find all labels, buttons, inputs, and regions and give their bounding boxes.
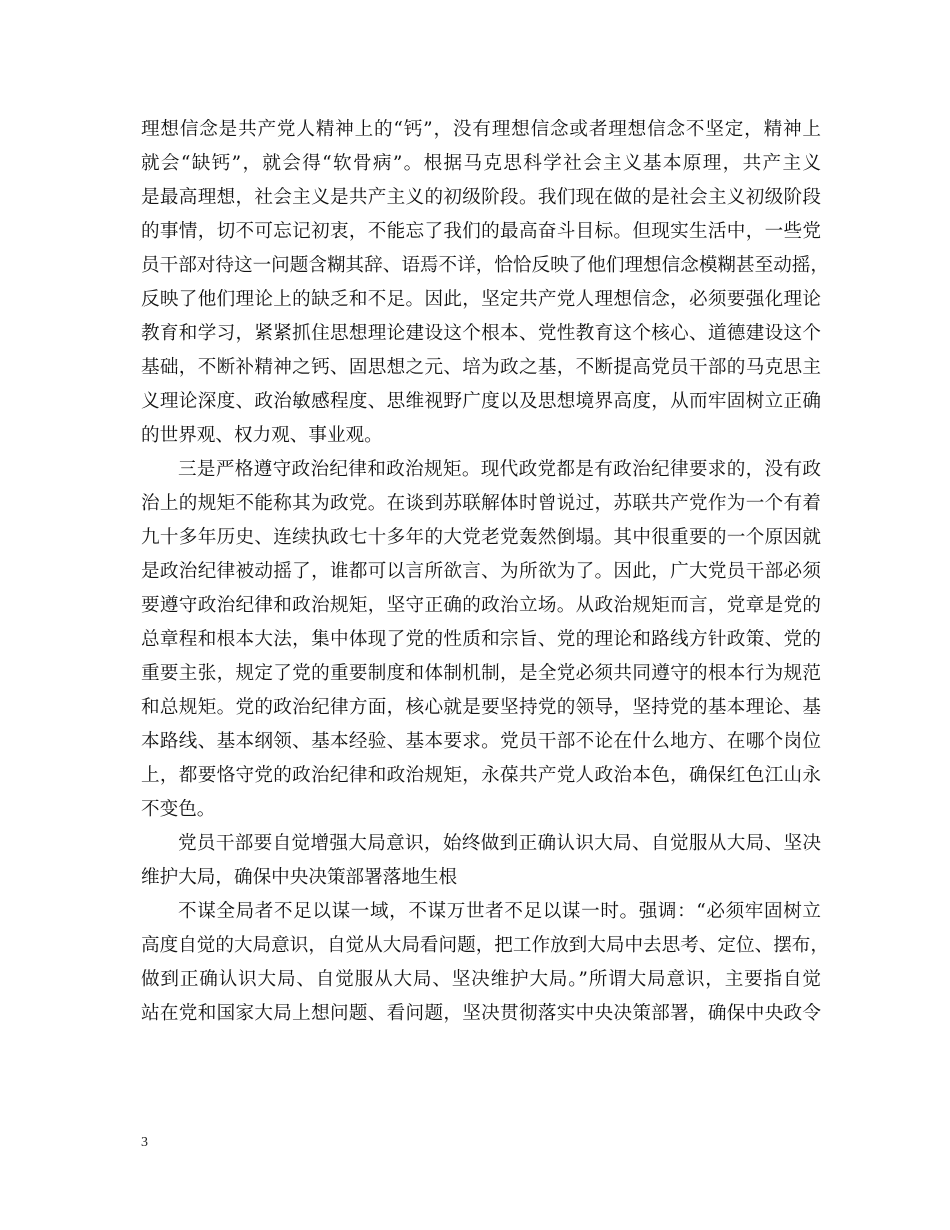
text-line: 治上的规矩不能称其为政党。在谈到苏联解体时曾说过，苏联共产党作为一个有着 xyxy=(141,493,821,514)
text-line: 基础，不断补精神之钙、固思想之元、培为政之基，不断提高党员干部的马克思主 xyxy=(141,357,821,378)
text-line: 高度自觉的大局意识，自觉从大局看问题，把工作放到大局中去思考、定位、摆布， xyxy=(141,935,829,956)
body-text xyxy=(141,113,829,1031)
text-line: 上，都要恪守党的政治纪律和政治规矩，永葆共产党人政治本色，确保红色江山永 xyxy=(141,765,821,786)
text-line: 反映了他们理论上的缺乏和不足。因此，坚定共产党人理想信念，必须要强化理论 xyxy=(141,289,821,310)
text-line: 三是严格遵守政治纪律和政治规矩。现代政党都是有政治纪律要求的，没有政 xyxy=(178,459,821,480)
text-line: 站在党和国家大局上想问题、看问题，坚决贯彻落实中央决策部署，确保中央政令 xyxy=(141,1003,821,1024)
text-line: 重要主张，规定了党的重要制度和体制机制，是全党必须共同遵守的根本行为规范 xyxy=(141,663,821,684)
text-line: 本路线、基本纲领、基本经验、基本要求。党员干部不论在什么地方、在哪个岗位 xyxy=(141,731,821,752)
text-line: 九十多年历史、连续执政七十多年的大党老党轰然倒塌。其中很重要的一个原因就 xyxy=(141,527,821,548)
text-line: 是政治纪律被动摇了，谁都可以言所欲言、为所欲为了。因此，广大党员干部必须 xyxy=(141,561,821,582)
text-line: 不谋全局者不足以谋一域，不谋万世者不足以谋一时。强调：“必须牢固树立 xyxy=(178,901,821,922)
text-line: 要遵守政治纪律和政治规矩，坚守正确的政治立场。从政治规矩而言，党章是党的 xyxy=(141,595,821,616)
text-line: 就会“缺钙”，就会得“软骨病”。根据马克思科学社会主义基本原理，共产主义 xyxy=(141,153,821,174)
text-line: 的世界观、权力观、事业观。 xyxy=(141,425,383,446)
text-line: 总章程和根本大法，集中体现了党的性质和宗旨、党的理论和路线方针政策、党的 xyxy=(141,629,821,650)
text-line: 维护大局，确保中央决策部署落地生根 xyxy=(141,867,458,888)
text-line: 的事情，切不可忘记初衷，不能忘了我们的最高奋斗目标。但现实生活中，一些党 xyxy=(141,221,821,242)
text-line: 员干部对待这一问题含糊其辞、语焉不详，恰恰反映了他们理想信念模糊甚至动摇， xyxy=(141,255,829,276)
text-line: 教育和学习，紧紧抓住思想理论建设这个根本、党性教育这个核心、道德建设这个 xyxy=(141,323,821,344)
text-line: 党员干部要自觉增强大局意识，始终做到正确认识大局、自觉服从大局、坚决 xyxy=(178,833,821,854)
text-line: 是最高理想，社会主义是共产主义的初级阶段。我们现在做的是社会主义初级阶段 xyxy=(141,187,821,208)
text-line: 和总规矩。党的政治纪律方面，核心就是要坚持党的领导，坚持党的基本理论、基 xyxy=(141,697,821,718)
page-number: 3 xyxy=(141,1135,148,1150)
text-line: 做到正确认识大局、自觉服从大局、坚决维护大局。”所谓大局意识，主要指自觉 xyxy=(141,969,821,990)
text-line: 义理论深度、政治敏感程度、思维视野广度以及思想境界高度，从而牢固树立正确 xyxy=(141,391,821,412)
text-line: 理想信念是共产党人精神上的“钙”，没有理想信念或者理想信念不坚定，精神上 xyxy=(141,119,821,140)
text-line: 不变色。 xyxy=(141,799,216,820)
